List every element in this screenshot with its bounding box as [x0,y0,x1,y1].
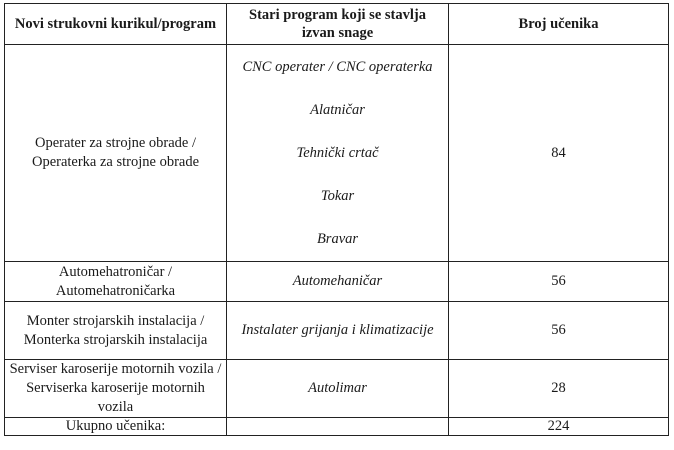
new-program-cell: Serviser karoserije motornih vozila / Serviserka karoserije motornih vozila [5,360,227,418]
old-program-item: Bravar [316,231,359,247]
new-program-cell: Monter strojarskih instalacija / Monterka strojarskih instalacija [5,302,227,360]
old-program-list [231,57,444,249]
total-label: Ukupno učenika: [5,418,227,436]
students-cell: 84 [449,45,669,262]
students-cell: 56 [449,262,669,302]
header-old-program: Stari program koji se stavlja izvan snage [227,4,449,45]
students-cell: 56 [449,302,669,360]
old-program-item: Tokar [320,188,355,204]
header-new-program: Novi strukovni kurikul/program [5,4,227,45]
header-students: Broj učenika [449,4,669,45]
old-program-cell: Instalater grijanja i klimatizacije [227,302,449,360]
table-row [5,302,669,360]
new-program-cell: Automehatroničar / Automehatroničarka [5,262,227,302]
total-row [5,418,669,436]
old-program-item: Tehnički crtač [296,145,379,161]
table-row [5,262,669,302]
students-cell: 28 [449,360,669,418]
old-program-item: CNC operater / CNC operaterka [242,59,433,75]
table-row [5,360,669,418]
old-program-cell: Automehaničar [227,262,449,302]
old-program-cell [227,45,449,262]
total-old-program-cell [227,418,449,436]
old-program-item: Alatničar [310,102,365,118]
old-program-cell: Autolimar [227,360,449,418]
new-program-cell: Operater za strojne obrade / Operaterka za strojne obrade [5,45,227,262]
header-row [5,4,669,45]
total-students: 224 [449,418,669,436]
table-row [5,45,669,262]
curriculum-table [4,3,669,436]
